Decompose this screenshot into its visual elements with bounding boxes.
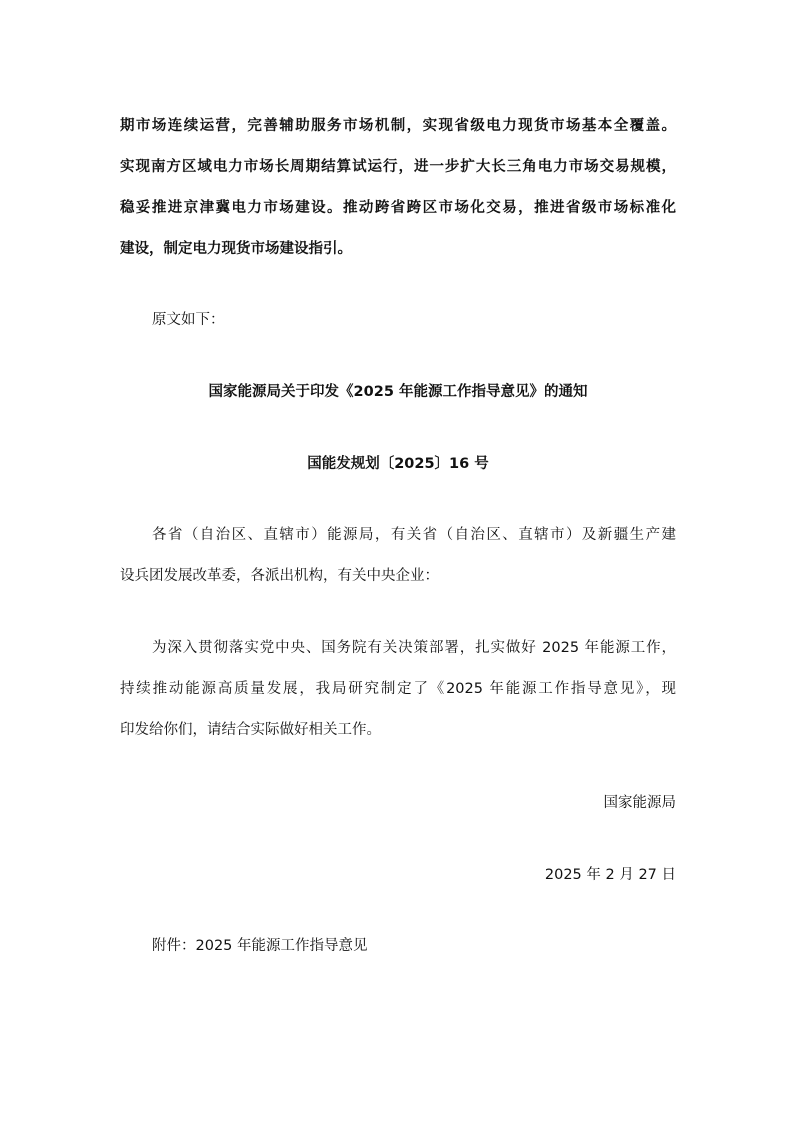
source-label: 原文如下： [152,312,225,328]
attachment-line: 附件：2025 年能源工作指导意见 [152,938,368,954]
issue-date: 2025 年 2 月 27 日 [544,867,676,883]
intro-line: 稳妥推进京津冀电力市场建设。推动跨省跨区市场化交易，推进省级市场标准化 [120,200,676,216]
addressee-paragraph [120,515,676,597]
body-line: 印发给你们，请结合实际做好相关工作。 [120,722,381,738]
signature: 国家能源局 [603,795,676,811]
body-line: 持续推动能源高质量发展，我局研究制定了《2025 年能源工作指导意见》，现 [120,681,676,697]
intro-paragraph [120,106,676,270]
notice-title: 国家能源局关于印发《2025 年能源工作指导意见》的通知 [208,384,588,400]
body-paragraph [120,628,676,751]
document-number: 国能发规划〔2025〕16 号 [307,456,489,472]
intro-line: 期市场连续运营，完善辅助服务市场机制，实现省级电力现货市场基本全覆盖。 [120,118,676,134]
intro-line: 实现南方区域电力市场长周期结算试运行，进一步扩大长三角电力市场交易规模， [120,159,676,175]
addressee-line: 设兵团发展改革委，各派出机构，有关中央企业： [120,568,439,584]
intro-line: 建设，制定电力现货市场建设指引。 [120,241,352,257]
addressee-line: 各省（自治区、直辖市）能源局，有关省（自治区、直辖市）及新疆生产建 [152,527,676,543]
body-line: 为深入贯彻落实党中央、国务院有关决策部署，扎实做好 2025 年能源工作， [152,640,676,656]
